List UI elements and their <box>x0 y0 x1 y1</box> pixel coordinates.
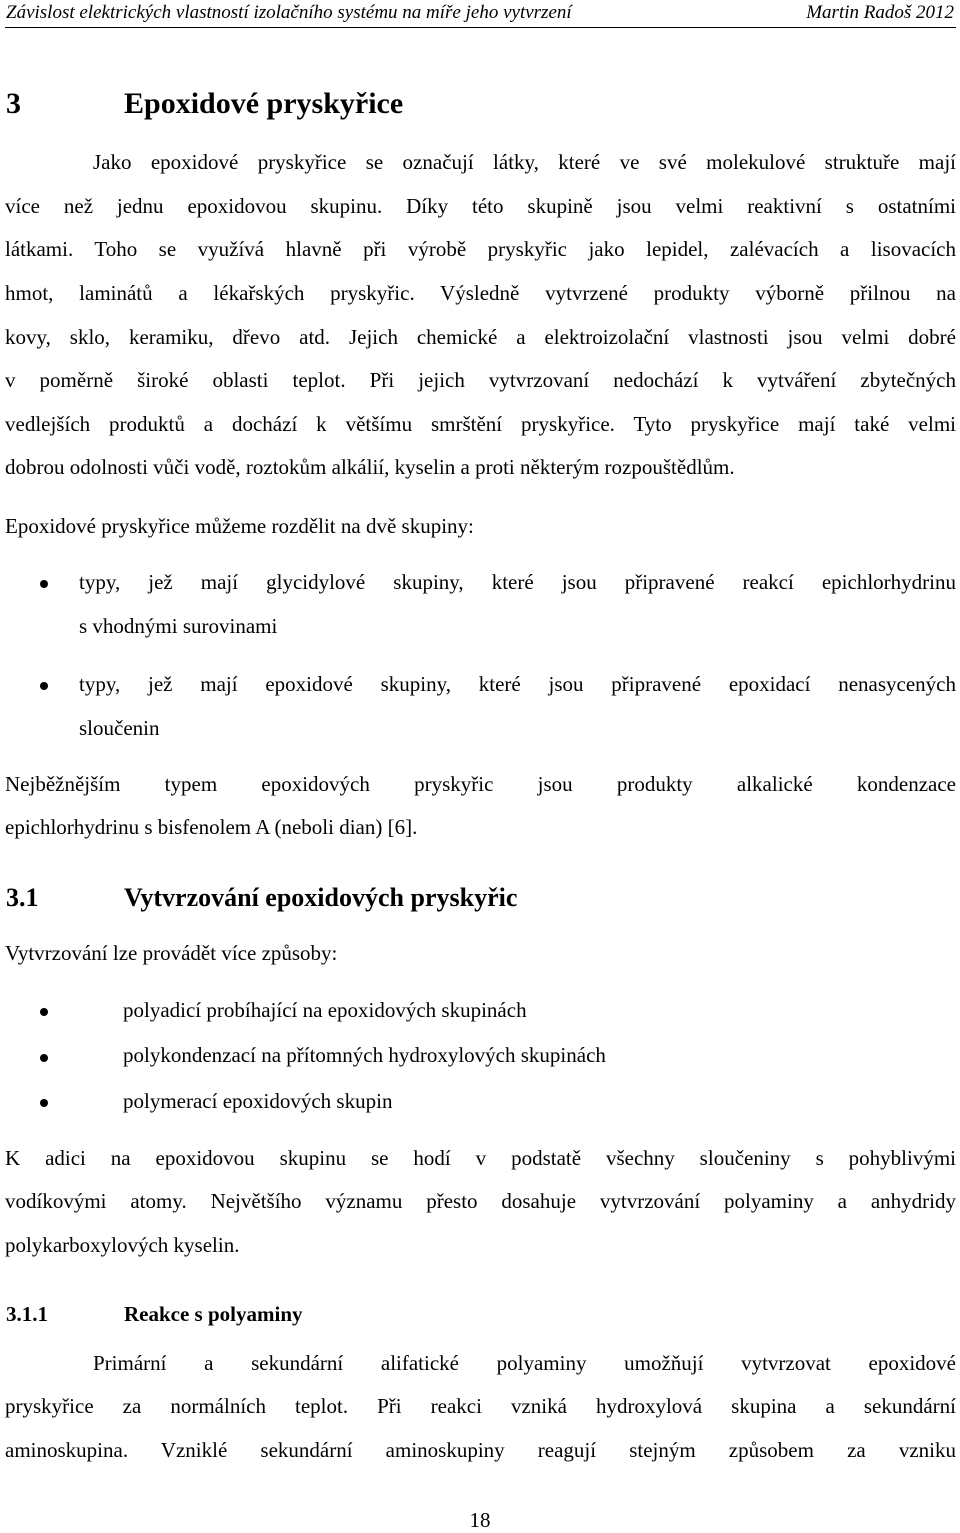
paragraph-line: více než jednu epoxidovou skupinu. Díky této skupině jsou velmi reaktivní s ostatními <box>5 194 956 218</box>
paragraph-line: epichlorhydrinu s bisfenolem A (neboli dian) [6]. <box>5 815 418 839</box>
bullet <box>40 580 48 588</box>
paragraph-line: Nejběžnějším typem epoxidových pryskyřic jsou produkty alkalické kondenzace <box>5 772 956 796</box>
list-item: polykondenzací na přítomných hydroxylových skupinách <box>123 1043 606 1067</box>
header-rule <box>5 27 956 28</box>
paragraph-line: Primární a sekundární alifatické polyaminy umožňují vytvrzovat epoxidové <box>93 1351 956 1375</box>
list-item: polyadicí probíhající na epoxidových skupinách <box>123 998 527 1022</box>
paragraph-line: Jako epoxidové pryskyřice se označují látky, které ve své molekulové struktuře mají <box>93 150 956 174</box>
section-title: Vytvrzování epoxidových pryskyřic <box>124 883 518 912</box>
running-header-title: Závislost elektrických vlastností izolačního systému na míře jeho vytvrzení <box>6 2 572 23</box>
list-item: typy, jež mají glycidylové skupiny, které jsou připravené reakcí epichlorhydrinu <box>79 570 956 594</box>
paragraph-line: polykarboxylových kyselin. <box>5 1233 240 1257</box>
subsection-number: 3.1.1 <box>6 1302 48 1326</box>
bullet <box>40 1054 48 1062</box>
paragraph-line: K adici na epoxidovou skupinu se hodí v podstatě všechny sloučeniny s pohyblivými <box>5 1146 956 1170</box>
bullet <box>40 682 48 690</box>
paragraph-line: hmot, laminátů a lékařských pryskyřic. Výsledně vytvrzené produkty výborně přilnou na <box>5 281 956 305</box>
running-header-author: Martin Radoš 2012 <box>806 2 954 23</box>
bullet <box>40 1008 48 1016</box>
bullet <box>40 1099 48 1107</box>
section-number: 3.1 <box>6 883 39 912</box>
list-item-continuation: s vhodnými surovinami <box>79 614 278 638</box>
paragraph-line: Vytvrzování lze provádět více způsoby: <box>5 941 338 965</box>
paragraph-line: látkami. Toho se využívá hlavně při výrobě pryskyřic jako lepidel, zalévacích a lisovacích <box>5 237 956 261</box>
subsection-title: Reakce s polyaminy <box>124 1302 303 1326</box>
list-item-continuation: sloučenin <box>79 716 160 740</box>
chapter-number: 3 <box>6 87 21 120</box>
paragraph-line: v poměrně široké oblasti teplot. Při jejich vytvrzovaní nedochází k vytváření zbytečných <box>5 368 956 392</box>
list-item: polymerací epoxidových skupin <box>123 1089 393 1113</box>
list-intro: Epoxidové pryskyřice můžeme rozdělit na dvě skupiny: <box>5 514 474 538</box>
paragraph-line: aminoskupina. Vzniklé sekundární aminoskupiny reagují stejným způsobem za vzniku <box>5 1438 956 1462</box>
list-item: typy, jež mají epoxidové skupiny, které jsou připravené epoxidací nenasycených <box>79 672 956 696</box>
paragraph-line: pryskyřice za normálních teplot. Při reakci vzniká hydroxylová skupina a sekundární <box>5 1394 956 1418</box>
paragraph-line: vodíkovými atomy. Největšího významu přesto dosahuje vytvrzování polyaminy a anhydridy <box>5 1189 956 1213</box>
chapter-title: Epoxidové pryskyřice <box>124 87 404 120</box>
page-number: 18 <box>469 1508 491 1532</box>
paragraph-line: dobrou odolnosti vůči vodě, roztokům alkálií, kyselin a proti některým rozpouštědlům. <box>5 455 735 479</box>
paragraph-line: vedlejších produktů a dochází k většímu smrštění pryskyřice. Tyto pryskyřice mají také velmi <box>5 412 956 436</box>
paragraph-line: kovy, sklo, keramiku, dřevo atd. Jejich chemické a elektroizolační vlastnosti jsou velmi dobré <box>5 325 956 349</box>
